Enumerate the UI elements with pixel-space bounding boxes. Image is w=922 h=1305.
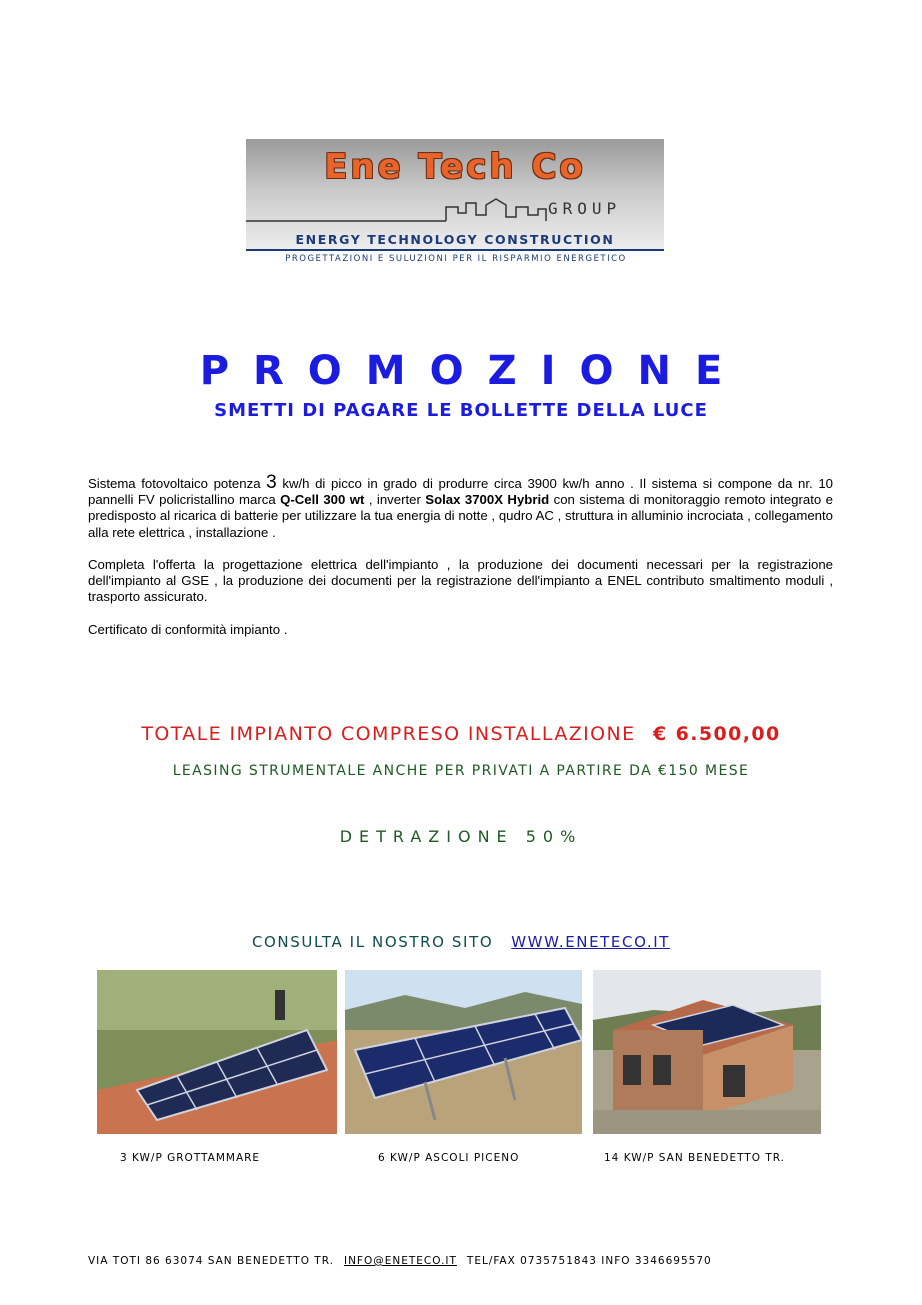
text-run: Sistema fotovoltaico potenza [88, 476, 267, 491]
total-price-label: TOTALE IMPIANTO COMPRESO INSTALLAZIONE [141, 723, 636, 745]
footer-phones: TEL/FAX 0735751843 INFO 3346695570 [466, 1255, 712, 1267]
tax-deduction-line: DETRAZIONE 50% [339, 827, 583, 846]
website-line [0, 933, 922, 951]
panel-model: Q-Cell 300 wt [280, 492, 365, 508]
offer-paragraph: Completa l'offerta la progettazione elettrica dell'impianto , la produzione dei documenti necessari per la registrazione dell'impianto al GSE , la produzione dei documenti per la registrazione dell'impianto a ENEL contributo smaltimento moduli , trasporto assicurato. [88, 557, 833, 605]
logo-group-text: GROUP [548, 199, 622, 218]
promo-subtitle: SMETTI DI PAGARE LE BOLLETTE DELLA LUCE [214, 400, 708, 421]
promo-title: PROMOZIONE [199, 348, 747, 394]
photo-caption: 6 KW/P ASCOLI PICENO [378, 1152, 520, 1164]
text-run: con sistema di monitoraggio remoto integrato e predisposto al ricarica di batterie per utilizzare la tua energia di notte , qudro AC , struttura in alluminio incrociata , collegamento alla rete elettrica , installazione . [88, 492, 833, 540]
logo-tagline: ENERGY TECHNOLOGY CONSTRUCTION [295, 232, 615, 247]
leasing-line: LEASING STRUMENTALE ANCHE PER PRIVATI A PARTIRE DA €150 MESE [172, 763, 750, 779]
installation-photo-san-benedetto [593, 970, 821, 1134]
certificate-paragraph: Certificato di conformità impianto . [88, 622, 288, 637]
footer-address: VIA TOTI 86 63074 SAN BENEDETTO TR. [88, 1255, 334, 1267]
footer-contacts [88, 1255, 833, 1267]
photo-house-panels [593, 970, 821, 1134]
total-price-amount: € 6.500,00 [652, 723, 781, 745]
logo-subtitle: PROGETTAZIONI E SULUZIONI PER IL RISPARMIO ENERGETICO [285, 254, 627, 264]
website-label: CONSULTA IL NOSTRO SITO [251, 933, 494, 951]
website-link[interactable]: WWW.ENETECO.IT [511, 933, 671, 951]
photo-caption: 3 KW/P GROTTAMMARE [120, 1152, 261, 1164]
installation-photo-grottammare [97, 970, 337, 1134]
inverter-model: Solax 3700X Hybrid [425, 492, 550, 508]
description-paragraph [88, 472, 833, 541]
footer-email-link[interactable]: INFO@ENETECO.IT [343, 1255, 457, 1267]
logo-wordmark: Ene Tech Co [324, 147, 586, 187]
text-run: , inverter [364, 492, 426, 508]
photo-ground-panels [345, 970, 582, 1134]
logo-divider [246, 249, 664, 251]
installation-photo-ascoli [345, 970, 582, 1134]
power-value: 3 [266, 472, 277, 493]
total-price-line [0, 723, 922, 745]
photo-rooftop-panels [97, 970, 337, 1134]
photo-caption: 14 KW/P SAN BENEDETTO TR. [604, 1152, 785, 1164]
text-run: kw/h di picco in grado di produrre circa 3900 kw/h anno . Il sistema si compone da nr. 10 pannelli FV policristallino marca [88, 476, 833, 508]
